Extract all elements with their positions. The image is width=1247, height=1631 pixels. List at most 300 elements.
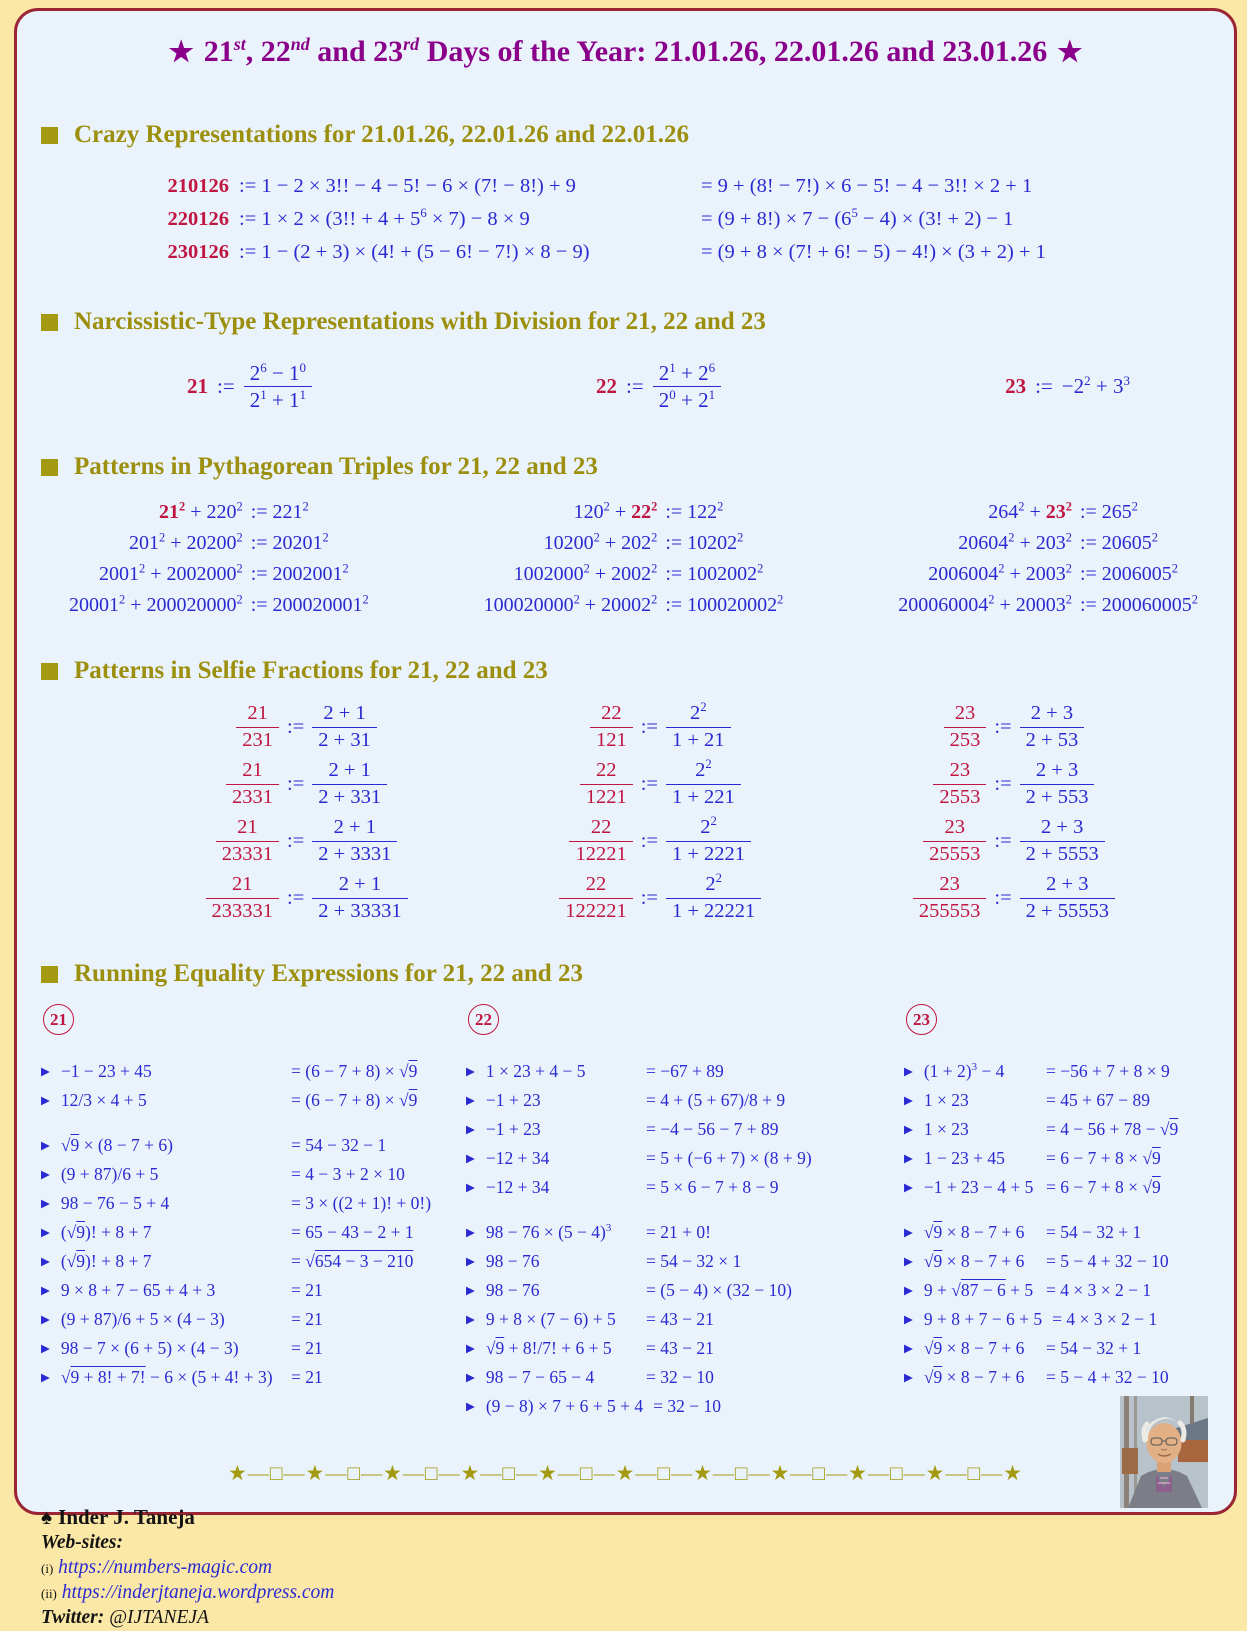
running-row xyxy=(41,1193,466,1214)
selfie-row xyxy=(513,814,762,865)
fraction-numerator: 21 xyxy=(237,816,258,839)
running-lhs-text: 9 + 8 × (7 − 6) + 5 xyxy=(485,1309,616,1330)
running-list xyxy=(41,1135,466,1388)
triple-rhs: := $20201^2$ xyxy=(250,530,329,555)
narcissistic-eq-22 xyxy=(596,362,721,411)
selfie-right-fraction xyxy=(1020,874,1115,922)
running-row xyxy=(41,1338,466,1359)
selfie-row xyxy=(159,703,408,751)
selfie-right-fraction xyxy=(1020,760,1095,808)
fraction-numerator: $2^2$ xyxy=(695,757,712,782)
running-lhs xyxy=(904,1280,1046,1301)
running-lhs xyxy=(466,1119,646,1140)
triple-lhs: $201^2 + 20200^2$ xyxy=(129,530,243,555)
selfie-left-fraction xyxy=(216,817,279,865)
selfie-left-cell xyxy=(159,817,279,865)
footer xyxy=(41,1504,1210,1631)
running-rhs: = (6 − 7 + 8) × √9 xyxy=(291,1090,418,1111)
running-lhs-text: √9 × (8 − 7 + 6) xyxy=(60,1135,173,1156)
narcissistic-equations xyxy=(41,362,1210,411)
running-rhs: = 65 − 43 − 2 + 1 xyxy=(291,1222,414,1243)
running-rhs: = (6 − 7 + 8) × √9 xyxy=(291,1061,418,1082)
fraction-denominator: 1 + 21 xyxy=(666,727,731,752)
running-row xyxy=(466,1222,904,1243)
equation-lhs: := 1 × 2 × (3!! + $4 + 5^6 \times 7) - 8 \times 9$ xyxy=(239,206,530,230)
running-lhs-text: (9 + 87)/6 + 5 × (4 − 3) xyxy=(60,1309,225,1330)
running-lhs xyxy=(904,1222,1046,1243)
running-lhs-text: 98 − 76 xyxy=(485,1280,540,1301)
running-lhs-text: 1 × 23 + 4 − 5 xyxy=(485,1061,586,1082)
running-rhs: = 4 × 3 × 2 − 1 xyxy=(1046,1280,1152,1301)
assign-symbol: := xyxy=(287,715,305,738)
running-rhs: = −4 − 56 − 7 + 89 xyxy=(646,1119,779,1140)
section-heading-selfie-text: Patterns in Selfie Fractions for 21, 22 and 23 xyxy=(74,657,548,685)
assign-symbol: := xyxy=(994,715,1012,738)
running-row xyxy=(904,1251,1210,1272)
selfie-row xyxy=(866,874,1115,922)
selfie-left-cell xyxy=(866,874,986,922)
selfie-column-22 xyxy=(513,700,762,922)
section-heading-selfie xyxy=(41,657,1210,685)
assign-symbol: := xyxy=(994,886,1012,909)
running-lhs xyxy=(466,1148,646,1169)
fraction-numerator: 22 xyxy=(590,816,612,839)
triangle-bullet-icon: ▶ xyxy=(904,1343,913,1356)
triangle-bullet-icon: ▶ xyxy=(904,1095,913,1108)
triple-lhs: $21^2 + 220^2$ xyxy=(159,499,243,524)
selfie-left-cell xyxy=(513,817,633,865)
twitter-line xyxy=(41,1606,1210,1631)
fraction-numerator: 23 xyxy=(944,816,966,839)
square-bullet-icon xyxy=(41,966,58,983)
selfie-right-fraction xyxy=(666,757,741,808)
running-row xyxy=(904,1309,1210,1330)
running-lhs-text: (√9)! + 8 + 7 xyxy=(60,1251,152,1272)
assign-symbol: := xyxy=(994,829,1012,852)
running-row xyxy=(466,1280,904,1301)
running-lhs xyxy=(904,1061,1046,1082)
running-lhs-text: √9 × 8 − 7 + 6 xyxy=(923,1338,1025,1359)
running-lhs-text: 9 + √87 − 6 + 5 xyxy=(923,1280,1034,1301)
triangle-bullet-icon: ▶ xyxy=(466,1182,475,1195)
running-lhs-text: −12 + 34 xyxy=(485,1148,550,1169)
running-row xyxy=(466,1061,904,1082)
triple-rhs: := $265^2$ xyxy=(1079,499,1138,524)
fraction-numerator: 2 + 3 xyxy=(1030,702,1074,725)
section-heading-running-text: Running Equality Expressions for 21, 22 and 23 xyxy=(74,960,583,988)
triple-rhs: := $200060005^2$ xyxy=(1079,592,1198,617)
running-lhs xyxy=(904,1367,1046,1388)
running-rhs: = 45 + 67 − 89 xyxy=(1046,1090,1150,1111)
triple-rhs: := $200020001^2$ xyxy=(250,592,369,617)
running-lhs xyxy=(41,1251,291,1272)
website-line-2 xyxy=(41,1581,1210,1606)
running-lhs xyxy=(466,1367,646,1388)
portrait-photo-image xyxy=(1120,1396,1208,1508)
section-heading-crazy-text: Crazy Representations for 21.01.26, 22.01.26 and 22.01.26 xyxy=(74,121,690,148)
narcissistic-eq-23 xyxy=(1005,374,1130,399)
fraction-numerator: 23 xyxy=(939,873,960,896)
crazy-equations xyxy=(155,175,1210,264)
running-lhs xyxy=(466,1222,646,1243)
selfie-row xyxy=(159,817,408,865)
fraction xyxy=(244,362,312,411)
running-lhs-text: $(1 + 2)^3 - 4$ xyxy=(923,1061,1005,1082)
assign-symbol: := xyxy=(640,715,658,738)
running-lhs-text: −12 + 34 xyxy=(485,1177,550,1198)
running-rhs: = 21 + 0! xyxy=(646,1222,711,1243)
running-lhs-text: 1 − 23 + 45 xyxy=(923,1148,1005,1169)
author-line xyxy=(41,1504,1210,1531)
running-lhs-text: 98 − 7 × (6 + 5) × (4 − 3) xyxy=(60,1338,239,1359)
running-lhs xyxy=(904,1148,1046,1169)
section-heading-running xyxy=(41,960,1210,988)
fraction-numerator: $2^2$ xyxy=(705,871,722,896)
triangle-bullet-icon: ▶ xyxy=(466,1066,475,1079)
triangle-bullet-icon: ▶ xyxy=(466,1401,475,1414)
selfie-left-fraction xyxy=(226,760,279,808)
selfie-row xyxy=(159,874,408,922)
square-bullet-icon xyxy=(41,314,58,331)
assign-symbol: := xyxy=(626,374,644,399)
fraction-denominator: 1 + 22221 xyxy=(666,898,761,923)
triangle-bullet-icon: ▶ xyxy=(41,1372,50,1385)
triangle-bullet-icon: ▶ xyxy=(904,1314,913,1327)
selfie-right-fraction xyxy=(312,703,377,751)
running-rhs: = 21 xyxy=(291,1280,323,1301)
running-rhs: = 4 − 3 + 2 × 10 xyxy=(291,1164,405,1185)
running-row xyxy=(904,1090,1210,1111)
fraction-numerator: $2^1 + 2^6$ xyxy=(658,360,716,385)
running-lhs-text: $98 - 76 \times (5 - 4)^3$ xyxy=(485,1222,612,1243)
selfie-left-fraction xyxy=(559,874,633,922)
triangle-bullet-icon: ▶ xyxy=(41,1343,50,1356)
fraction-denominator: 253 xyxy=(944,727,987,752)
portrait-photo xyxy=(1120,1396,1208,1508)
triangle-bullet-icon: ▶ xyxy=(466,1227,475,1240)
running-lhs xyxy=(904,1119,1046,1140)
equation-lhs: := 1 − (2 + 3) × (4! + (5 − 6! − 7!) × 8 − 9) xyxy=(239,241,590,263)
fraction-numerator: 21 xyxy=(232,873,253,896)
running-row xyxy=(904,1280,1210,1301)
running-lhs-text: 9 + 8 + 7 − 6 + 5 xyxy=(923,1309,1043,1330)
fraction-denominator: 23331 xyxy=(216,841,279,866)
running-lhs-text: √9 × 8 − 7 + 6 xyxy=(923,1251,1025,1272)
fraction-numerator: 2 + 3 xyxy=(1041,816,1084,839)
triple-rhs: := $2002001^2$ xyxy=(250,561,349,586)
fraction-denominator: 231 xyxy=(236,727,279,752)
triple-lhs: $20001^2 + 200020000^2$ xyxy=(69,592,243,617)
triple-lhs: $120^2 + 22^2$ xyxy=(573,499,658,524)
running-lhs xyxy=(41,1164,291,1185)
running-column-23 xyxy=(904,1002,1210,1417)
website-prefix-1: (i) xyxy=(41,1561,54,1577)
section-heading-pythagorean-text: Patterns in Pythagorean Triples for 21, 22 and 23 xyxy=(74,453,598,481)
selfie-right-fraction xyxy=(666,700,731,751)
equation-rhs: = $(9 + 8!) \times 7 - (6^5 - 4) \times (3$! + 2) − 1 xyxy=(701,206,1014,230)
running-badge-22: 22 xyxy=(468,1004,499,1035)
assign-symbol: := xyxy=(287,829,305,852)
fraction-denominator: 12221 xyxy=(569,841,632,866)
triple-rhs: := $1002002^2$ xyxy=(665,561,764,586)
running-lhs-text: 1 × 23 xyxy=(923,1090,969,1111)
selfie-right-fraction xyxy=(666,814,751,865)
triangle-bullet-icon: ▶ xyxy=(466,1256,475,1269)
running-row xyxy=(904,1061,1210,1082)
running-rhs: = 43 − 21 xyxy=(646,1338,714,1359)
fraction-denominator: 1221 xyxy=(580,784,633,809)
equation-label: 210126 xyxy=(167,175,229,197)
triple-rhs: := $10202^2$ xyxy=(665,530,744,555)
selfie-row xyxy=(866,760,1115,808)
selfie-row xyxy=(866,817,1115,865)
running-lhs xyxy=(466,1396,653,1417)
section-heading-narcissistic-text: Narcissistic-Type Representations with Division for 21, 22 and 23 xyxy=(74,308,766,335)
website-line-1 xyxy=(41,1556,1210,1581)
fraction-numerator: 2 + 1 xyxy=(328,759,371,782)
triangle-bullet-icon: ▶ xyxy=(466,1285,475,1298)
triple-rhs: := $2006005^2$ xyxy=(1079,561,1178,586)
fraction-numerator: 2 + 3 xyxy=(1035,759,1079,782)
running-rhs: = 5 − 4 + 32 − 10 xyxy=(1046,1367,1169,1388)
running-lhs xyxy=(41,1061,291,1082)
running-lhs xyxy=(466,1061,646,1082)
selfie-column-23 xyxy=(866,703,1115,922)
running-row xyxy=(41,1367,466,1388)
document-page xyxy=(14,8,1237,1628)
triangle-bullet-icon: ▶ xyxy=(466,1343,475,1356)
selfie-right-fraction xyxy=(312,817,397,865)
triple-lhs: $10200^2 + 202^2$ xyxy=(543,530,658,555)
running-rhs: = −56 + 7 + 8 × 9 xyxy=(1046,1061,1170,1082)
pythagorean-columns xyxy=(41,501,1210,617)
equation-rhs: $-2^2 + 3^3$ xyxy=(1061,373,1130,399)
running-row xyxy=(466,1338,904,1359)
fraction-denominator: 255553 xyxy=(913,898,987,923)
selfie-row xyxy=(513,700,762,751)
running-rhs: = −67 + 89 xyxy=(646,1061,724,1082)
running-rhs: = 21 xyxy=(291,1367,323,1388)
running-rhs: = 5 − 4 + 32 − 10 xyxy=(1046,1251,1169,1272)
running-rhs: = 6 − 7 + 8 × √9 xyxy=(1046,1177,1161,1198)
author-name: Inder J. Taneja xyxy=(58,1505,195,1530)
running-rhs: = 5 + (−6 + 7) × (8 + 9) xyxy=(646,1148,812,1169)
triple-rhs: := $122^2$ xyxy=(665,499,724,524)
running-row xyxy=(466,1367,904,1388)
assign-symbol: := xyxy=(287,772,305,795)
assign-symbol: := xyxy=(640,829,658,852)
selfie-columns xyxy=(41,700,1210,922)
fraction-denominator: 2 + 553 xyxy=(1020,784,1095,809)
running-lhs xyxy=(904,1338,1046,1359)
section-heading-crazy xyxy=(41,121,1210,149)
running-lhs xyxy=(41,1135,291,1156)
fraction-denominator: 2 + 33331 xyxy=(312,898,407,923)
running-row xyxy=(466,1396,904,1417)
running-rhs: = 54 − 32 + 1 xyxy=(1046,1222,1142,1243)
running-row xyxy=(41,1309,466,1330)
pythagorean-column-21 xyxy=(69,501,369,617)
selfie-right-fraction xyxy=(312,874,407,922)
triangle-bullet-icon: ▶ xyxy=(904,1066,913,1079)
running-lhs xyxy=(41,1280,291,1301)
running-row xyxy=(41,1164,466,1185)
selfie-row xyxy=(513,757,762,808)
running-lhs xyxy=(41,1367,291,1388)
running-rhs: = 4 − 56 + 78 − √9 xyxy=(1046,1119,1179,1140)
running-row xyxy=(41,1280,466,1301)
running-lhs xyxy=(904,1309,1052,1330)
page-title-text: 21st, 22nd and 23rd Days of the Year: 21.01.26, 22.01.26 and 23.01.26 xyxy=(203,34,1048,68)
running-row xyxy=(466,1309,904,1330)
triple-lhs: $20604^2 + 203^2$ xyxy=(958,530,1072,555)
running-row xyxy=(466,1090,904,1111)
selfie-left-cell xyxy=(513,703,633,751)
selfie-left-cell xyxy=(866,703,986,751)
running-lhs-text: 1 × 23 xyxy=(923,1119,969,1140)
running-lhs-text: 12/3 × 4 + 5 xyxy=(60,1090,147,1111)
selfie-row xyxy=(513,871,762,922)
running-lhs xyxy=(41,1193,291,1214)
triangle-bullet-icon: ▶ xyxy=(904,1372,913,1385)
running-lhs xyxy=(466,1309,646,1330)
running-lhs-text: √9 × 8 − 7 + 6 xyxy=(923,1367,1025,1388)
running-row xyxy=(904,1367,1210,1388)
running-row xyxy=(41,1135,466,1156)
triangle-bullet-icon: ▶ xyxy=(41,1095,50,1108)
fraction-numerator: 21 xyxy=(247,702,268,725)
square-bullet-icon xyxy=(41,663,58,680)
running-list xyxy=(466,1061,904,1198)
selfie-left-cell xyxy=(159,760,279,808)
running-lhs xyxy=(904,1090,1046,1111)
running-rhs: = 54 − 32 × 1 xyxy=(646,1251,742,1272)
fraction-numerator: 22 xyxy=(601,702,622,725)
website-link-numbers-magic[interactable]: https://numbers-magic.com xyxy=(58,1557,273,1579)
triangle-bullet-icon: ▶ xyxy=(41,1314,50,1327)
selfie-left-cell xyxy=(866,760,986,808)
fraction-denominator: 1 + 2221 xyxy=(666,841,751,866)
fraction-numerator: 2 + 1 xyxy=(323,702,366,725)
triangle-bullet-icon: ▶ xyxy=(466,1372,475,1385)
triple-rhs: := $20605^2$ xyxy=(1079,530,1158,555)
fraction-numerator: 2 + 1 xyxy=(333,816,376,839)
running-lhs-text: −1 + 23 xyxy=(485,1090,541,1111)
triple-rhs: := $221^2$ xyxy=(250,499,309,524)
running-badge-23: 23 xyxy=(906,1004,937,1035)
running-lhs xyxy=(466,1251,646,1272)
fraction-numerator: $2^6 - 1^0$ xyxy=(249,360,307,385)
star-icon: ★ xyxy=(168,37,194,68)
triangle-bullet-icon: ▶ xyxy=(41,1227,50,1240)
fraction-denominator: $2^0 + 2^1$ xyxy=(653,386,721,411)
running-lhs-text: −1 − 23 + 45 xyxy=(60,1061,152,1082)
triple-lhs: $200060004^2 + 20003^2$ xyxy=(898,592,1072,617)
running-row xyxy=(904,1148,1210,1169)
fraction-denominator: 2 + 31 xyxy=(312,727,377,752)
website-prefix-2: (ii) xyxy=(41,1586,57,1601)
triangle-bullet-icon: ▶ xyxy=(904,1124,913,1137)
section-heading-narcissistic xyxy=(41,308,1210,336)
triple-lhs: $100020000^2 + 20002^2$ xyxy=(483,592,658,617)
equation-label: 220126 xyxy=(167,208,229,230)
triangle-bullet-icon: ▶ xyxy=(466,1314,475,1327)
running-row xyxy=(904,1338,1210,1359)
running-row xyxy=(904,1222,1210,1243)
assign-symbol: := xyxy=(287,886,305,909)
running-lhs-text: 9 × 8 + 7 − 65 + 4 + 3 xyxy=(60,1280,216,1301)
triangle-bullet-icon: ▶ xyxy=(904,1153,913,1166)
running-lhs-text: √9 + 8!/7! + 6 + 5 xyxy=(485,1338,612,1359)
running-column-21 xyxy=(41,1002,466,1417)
assign-symbol: := xyxy=(640,772,658,795)
running-lhs xyxy=(41,1309,291,1330)
selfie-right-fraction xyxy=(666,871,761,922)
triangle-bullet-icon: ▶ xyxy=(904,1285,913,1298)
running-row xyxy=(466,1148,904,1169)
running-rhs: = 3 × ((2 + 1)! + 0!) xyxy=(291,1193,432,1214)
triangle-bullet-icon: ▶ xyxy=(904,1182,913,1195)
running-lhs xyxy=(904,1251,1046,1272)
fraction-denominator: 2 + 55553 xyxy=(1020,898,1115,923)
fraction-denominator: 1 + 221 xyxy=(666,784,741,809)
triple-lhs: $264^2 + 23^2$ xyxy=(988,499,1072,524)
running-rhs: = 43 − 21 xyxy=(646,1309,714,1330)
narcissistic-eq-21 xyxy=(187,362,312,411)
fraction-denominator: $2^1 + 1^1$ xyxy=(244,386,312,411)
selfie-left-fraction xyxy=(933,760,986,808)
triangle-bullet-icon: ▶ xyxy=(466,1095,475,1108)
triple-lhs: $1002000^2 + 2002^2$ xyxy=(513,561,658,586)
selfie-right-fraction xyxy=(1020,817,1105,865)
selfie-left-fraction xyxy=(913,874,987,922)
selfie-left-cell xyxy=(866,817,986,865)
running-lhs xyxy=(41,1338,291,1359)
fraction-numerator: 22 xyxy=(585,873,607,896)
running-row xyxy=(466,1119,904,1140)
triangle-bullet-icon: ▶ xyxy=(904,1256,913,1269)
triangle-bullet-icon: ▶ xyxy=(41,1198,50,1211)
running-row xyxy=(41,1222,466,1243)
running-lhs-text: √9 + 8! + 7! − 6 × (5 + 4! + 3) xyxy=(60,1367,273,1388)
fraction-numerator: 22 xyxy=(595,759,617,782)
fraction-denominator: 2 + 331 xyxy=(312,784,387,809)
fraction-denominator: 121 xyxy=(590,727,633,752)
running-rhs: = 4 + (5 + 67)/8 + 9 xyxy=(646,1090,786,1111)
fraction-numerator: 23 xyxy=(949,759,971,782)
running-lhs-text: (9 + 87)/6 + 5 xyxy=(60,1164,159,1185)
selfie-left-cell xyxy=(513,874,633,922)
running-lhs xyxy=(904,1177,1046,1198)
twitter-handle[interactable]: @IJTANEJA xyxy=(109,1606,209,1628)
selfie-left-fraction xyxy=(236,703,279,751)
fraction-denominator: 2331 xyxy=(226,784,279,809)
website-link-wordpress[interactable]: https://inderjtaneja.wordpress.com xyxy=(61,1582,335,1603)
selfie-left-cell xyxy=(159,703,279,751)
fraction-denominator: 25553 xyxy=(923,841,986,866)
assign-symbol: := xyxy=(217,374,235,399)
selfie-left-fraction xyxy=(206,874,280,922)
selfie-right-fraction xyxy=(312,760,387,808)
running-row xyxy=(41,1251,466,1272)
running-row xyxy=(41,1061,466,1082)
running-lhs xyxy=(466,1090,646,1111)
running-lhs-text: (√9)! + 8 + 7 xyxy=(60,1222,152,1243)
separator-line: ★—□—★—□—★—□—★—□—★—□—★—□—★—□—★—□—★—□—★—□—★ xyxy=(228,1461,1023,1486)
page-title xyxy=(41,35,1210,69)
equation-rhs: = (9 + 8 × (7! + 6! − 5) − 4!) × (3 + 2) + 1 xyxy=(701,241,1046,263)
star-icon: ★ xyxy=(1057,37,1083,68)
